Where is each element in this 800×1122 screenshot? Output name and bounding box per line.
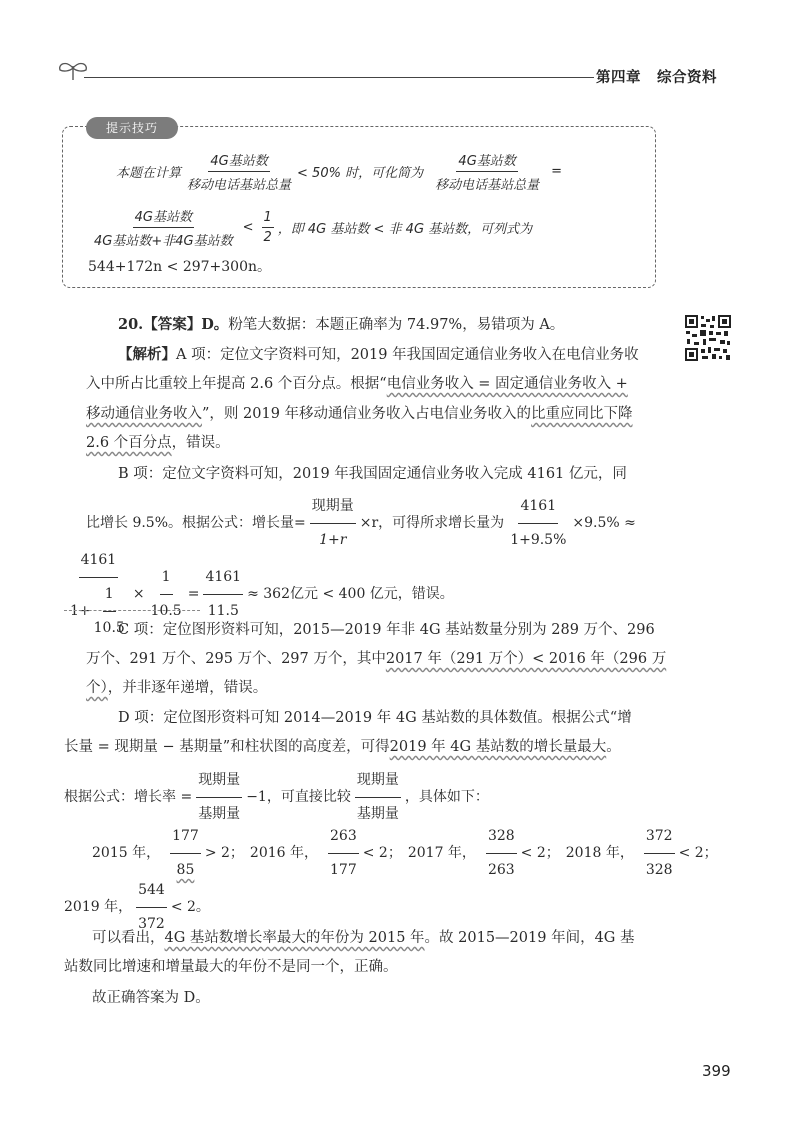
analysis-d-line-1 [118,704,632,733]
paragraph-text: ，错误。 [171,435,230,451]
emphasis-text: 个） [86,680,108,696]
ratio-2017 [486,822,517,885]
analysis-label: 【解析】 [118,346,176,363]
fraction-denominator: 基期量 [198,806,241,822]
tip-text: ，即 4G 基站数 < 非 4G 基站数，可列式为 [277,222,533,237]
tip-fraction-half [262,210,274,245]
fraction-denominator: 11.5 [207,603,239,619]
paragraph-text: 可以看出， [92,930,165,946]
fraction-denominator: 372 [138,916,165,932]
fraction-denominator: 10.5 [93,620,125,636]
section-title: 综合资料 [657,70,717,86]
paragraph-text: A 项：定位文字资料可知，2019 年我国固定通信业务收入在电信业务收 [176,347,639,363]
tip-text: < 50% 时，可化简为 [297,166,424,181]
paragraph-text: 站数同比增速和增量最大的年份不是同一个，正确。 [64,959,398,975]
formula-fraction [508,492,568,555]
ratio-2016 [328,822,359,885]
qr-code-icon [684,314,732,362]
paragraph-text: 根据公式：增长率 = [64,789,193,805]
tip-fraction-1 [185,150,293,193]
fraction-denominator: 177 [330,862,357,878]
fraction-numerator: 现期量 [310,492,356,524]
paragraph-text: ×9.5% ≈ [572,515,636,531]
tip-text: 本题在计算 [116,166,182,181]
conclusion-line-1 [92,924,635,953]
fraction-denominator: 移动电话基站总量 [435,178,540,193]
fraction-numerator: 1 [103,580,116,612]
paragraph-text: 故正确答案为 D。 [92,990,210,1006]
comparison: < 2； [362,845,402,861]
fraction-denominator: 4G基站数+非4G基站数 [94,234,233,249]
year-label: 2018 年， [565,845,634,861]
emphasis-text: 2.6 个百分点 [86,435,172,451]
tip-text: < [242,220,254,235]
tip-line-2 [88,206,532,249]
analysis-c-line-2 [86,645,666,674]
comparison: > 2； [204,845,244,861]
denominator-text: 1+ [70,603,91,619]
emphasis-text: 2019 年 4G 基站数的增长量最大 [389,739,607,755]
sprout-icon [56,58,90,82]
formula-fraction [355,766,401,829]
fraction-numerator: 263 [328,822,359,854]
ratio-2018 [644,822,675,885]
comparison: < 2。 [170,899,210,915]
fraction-denominator: 1+r [319,532,347,548]
fraction-denominator: 2 [263,230,272,245]
chapter-number: 第四章 [596,70,641,86]
answer-line [118,310,564,340]
paragraph-text: ×r，可得所求增长量为 [359,515,505,531]
fraction-numerator: 1 [262,210,274,228]
fraction-numerator: 4G基站数 [456,150,517,172]
conclusion-line-2 [64,953,398,982]
fraction-denominator: 263 [487,862,515,878]
comparison: < 2； [520,845,560,861]
fraction-numerator: 4161 [518,492,558,524]
paragraph-text: 比增长 9.5%。根据公式：增长量= [86,515,306,531]
formula-fraction [196,766,242,829]
tip-fraction-2 [433,150,541,193]
tip-badge: 提示技巧 [86,117,178,139]
fraction-denominator: 基期量 [356,806,399,822]
year-label: 2016 年， [249,845,319,861]
fraction-denominator: 85 [176,862,195,878]
paragraph-text: 万个、291 万个、295 万个、297 万个，其中 [86,651,386,667]
paragraph-text: ”，则 2019 年移动通信业务收入占电信业务收入的 [202,406,532,422]
paragraph-text: ≈ 362亿元 < 400 亿元，错误。 [247,586,454,602]
fraction-numerator: 328 [486,822,517,854]
page-number: 399 [702,1062,731,1080]
answer-label: 20.【答案】D。 [118,316,229,333]
fraction-denominator: 328 [645,862,673,878]
tip-fraction-3 [92,206,235,249]
emphasis-text: 移动通信业务收入 [86,406,202,422]
paragraph-text: 。故 2015—2019 年间，4G 基 [424,930,635,946]
emphasis-text: 4G 基站数增长率最大的年份为 2015 年 [164,930,425,946]
operator: × [132,586,145,602]
analysis-b-line-1 [118,460,627,489]
paragraph-text: 入中所占比重较上年提高 2.6 个百分点。根据“ [86,376,387,392]
fraction-numerator: 4G基站数 [208,150,269,172]
emphasis-text: 电信业务收入 = 固定通信业务收入 + [386,376,628,392]
analysis-d-line-3 [64,766,489,829]
fraction-numerator: 现期量 [196,766,242,798]
year-label: 2015 年， [92,845,161,861]
tip-line-1 [116,150,562,193]
operator: = [187,586,200,602]
tip-text: = [551,164,563,179]
paragraph-text: ，具体如下： [404,789,489,805]
fraction-numerator: 现期量 [355,766,401,798]
analysis-c-line-1 [118,616,655,645]
fraction-numerator: 4G基站数 [133,206,194,228]
analysis-c-line-3 [86,674,267,703]
emphasis-text: 2017 年（291 万个）< 2016 年（296 万 [385,651,667,667]
fraction-numerator: 177 [170,822,201,854]
header-rule [84,77,594,78]
answer-text: 粉笔大数据：本题正确率为 74.97%，易错项为 A。 [228,317,565,333]
analysis-d-line-2 [64,733,621,762]
fraction-denominator: 10.5 [150,603,182,619]
paragraph-text: D 项：定位图形资料可知 2014—2019 年 4G 基站数的具体数值。根据公式“增 [118,710,632,726]
paragraph-text: B 项：定位文字资料可知，2019 年我国固定通信业务收入完成 4161 亿元，同 [118,466,627,482]
fraction-denominator: 1+9.5% [510,532,567,548]
year-label: 2017 年， [407,845,476,861]
dashed-underline [64,610,200,611]
paragraph-text: ，并非逐年递增，错误。 [107,680,268,696]
fraction-numerator: 1 [160,563,173,595]
tip-line-3 [88,256,271,276]
fraction-numerator: 4161 [79,546,119,578]
paragraph-text: C 项：定位图形资料可知，2015—2019 年非 4G 基站数量分别为 289 万个、296 [118,622,655,638]
fraction-numerator: 544 [136,876,167,908]
comparison: < 2； [678,845,718,861]
paragraph-text: 。 [606,739,621,755]
paragraph-text: −1，可直接比较 [246,789,351,805]
paragraph-text: 长量 = 现期量 − 基期量”和柱状图的高度差，可得 [64,739,390,755]
tip-inequality: 544+172n < 297+300n。 [88,259,272,275]
fraction-numerator: 4161 [203,563,243,595]
fraction-denominator: 移动电话基站总量 [187,178,292,193]
chapter-title [596,66,717,87]
analysis-a-line-2 [86,370,628,399]
analysis-a-line-4 [86,429,230,458]
analysis-a-line-1 [118,340,639,370]
year-label: 2019 年， [64,899,133,915]
analysis-a-line-3 [86,400,633,429]
final-answer [92,984,210,1013]
emphasis-text: 比重应同比下降 [531,406,633,422]
fraction-numerator: 372 [644,822,675,854]
